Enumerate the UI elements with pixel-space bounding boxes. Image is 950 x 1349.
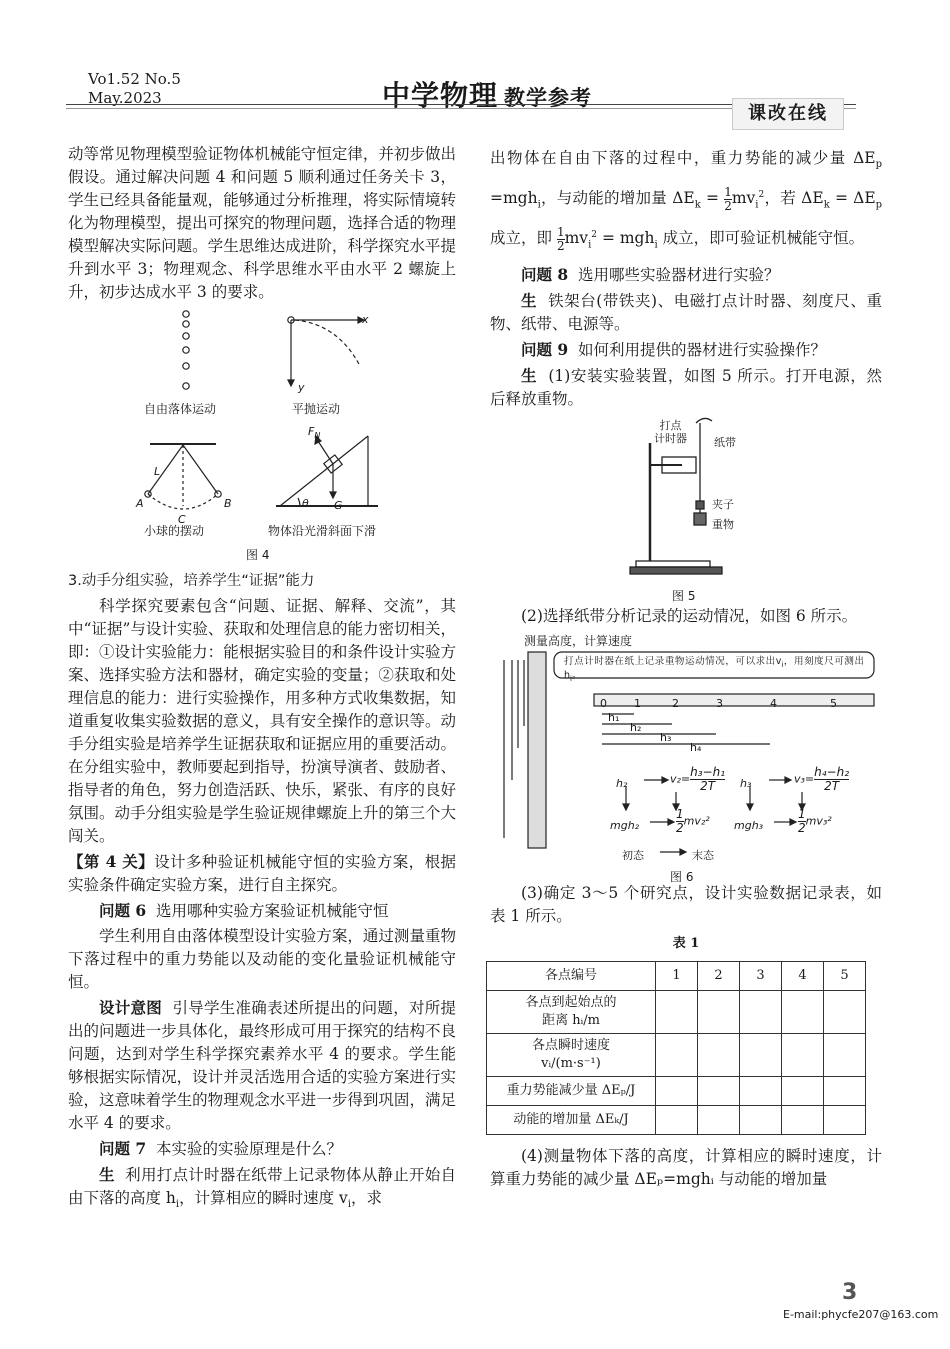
page-number: 3 (842, 1280, 858, 1305)
answer-7-text3: ，求 (351, 1189, 383, 1207)
principle-paragraph: 出物体在自由下落的过程中，重力势能的减少量 $\Delta E_p =mgh_i$，与动能的增加量 $\Delta E_k$ = $\frac{1}{2}$ $mv_i^2$，若 $\Delta E_k = \Delta E_p$ 成立，即 $\frac{1}{2}$ $mv_i^2 = mgh_i$ 成立，即可验证机械能守恒。 (490, 149, 883, 253)
answer-8-text: 铁架台(带铁夹)、电磁打点计时器、刻度尺、重物、纸带、电源等。 (490, 291, 882, 333)
row-distance (487, 990, 656, 1033)
answer-8-label: 生 (521, 290, 538, 310)
question-8-label: 问题 8 (521, 264, 569, 284)
h1-label: h₁ (608, 710, 620, 724)
question-9 (490, 338, 882, 362)
table-row (487, 990, 866, 1033)
journal-subtitle: 教学参考 (504, 85, 593, 110)
pt-0: 0 (600, 696, 607, 710)
design-intent (68, 996, 456, 1135)
v3-den: 2T (824, 778, 840, 793)
table-col: 4 (782, 961, 824, 990)
ek2-num: 1 (676, 806, 684, 821)
step-4: (4)测量物体下落的高度，计算相应的瞬时速度，计算重力势能的减少量 ΔEₚ=mghᵢ 与动能的增加量 (490, 1146, 882, 1188)
table-row (487, 961, 866, 990)
left-column (68, 143, 456, 1218)
table-header-label: 各点编号 (487, 961, 656, 990)
answer-8 (490, 289, 882, 336)
v2-label: v₂= (670, 772, 691, 786)
design-intent-text: 引导学生准确表述所提出的问题，对所提出的问题进一步具体化，最终形成可用于探究的结构不良问题，达到对学生科学探究素养水平 4 的要求。学生能够根据实际情况，设计并灵活选用合适的实验方案进行实验，这意味着学生的物理观念水平进一步得到巩固，满足水平 4 的要求。 (68, 999, 456, 1132)
figure-4-drawing (68, 308, 456, 570)
principle-h: 成立，即可验证机械能守恒。 (662, 229, 865, 248)
note-1: 打点计时器在纸上记录重物运动情况，可以求出v (564, 655, 782, 667)
volume-info (88, 70, 181, 108)
figure-5 (490, 413, 882, 605)
left-paragraph-2: 科学探究要素包含“问题、证据、解释、交流”，其中“证据”与设计实验、获取和处理信息的能力密切相关，即：①设计实验能力：能根据实验目的和条件设计实验方案、选择实验方法和器材，确定实验的变量；②获取和处理信息的能力：进行实验操作，用多种方式收集数据，知道重复收集实验数据的意义，具有安全操作的意识等。动手分组实验是培养学生证据获取和证据应用的重要活动。在分组实验中，教师要起到指导，扮演导演者、鼓励者、指导者的角色，努力创造活跃、快乐，紧张、有序的良好氛围。动手分组实验是学生验证规律螺旋上升的第三个大闯关。 (68, 597, 456, 845)
figure-6-note (564, 656, 864, 686)
sub-i3: i (588, 239, 592, 251)
sub-p1: p (875, 159, 882, 171)
note-3: 。 (571, 670, 582, 682)
principle-d: 若 ΔE (780, 189, 824, 208)
answer-7-sub: i (175, 1199, 180, 1211)
sub-p2: p (875, 199, 883, 211)
ek2-expr: mv₂² (683, 814, 710, 828)
mgh2-label: mgh₂ (610, 818, 640, 832)
pt-4: 4 (770, 696, 777, 710)
level-4 (68, 850, 456, 897)
answer-9-label: 生 (521, 365, 538, 385)
frac2-num: 1 (556, 225, 565, 239)
frac2-den: 2 (556, 239, 565, 253)
mv-2: mv (564, 229, 589, 248)
ek3-label (798, 808, 832, 835)
label-timer-2: 计时器 (654, 431, 687, 445)
issue-date: May.2023 (88, 89, 162, 107)
answer-9-text: (1)安装实验装置，如图 5 所示。打开电源，然后释放重物。 (490, 366, 882, 408)
caption-projectile: 平抛运动 (292, 402, 341, 416)
principle-b: =mgh (490, 189, 538, 208)
principle-f: 成立，即 (490, 229, 553, 248)
ek3-num: 1 (798, 806, 806, 821)
label-clip: 夹子 (712, 497, 734, 511)
table-1 (486, 961, 866, 1135)
v3-num: h₄−h₂ (814, 764, 850, 779)
label-timer (654, 419, 687, 445)
section-3-title: 3.动手分组实验，培养学生“证据”能力 (68, 573, 315, 589)
caption-pendulum: 小球的摆动 (144, 524, 205, 538)
question-9-label: 问题 9 (521, 339, 569, 359)
right-column (490, 143, 882, 1193)
half-fraction-1 (724, 186, 732, 213)
design-intent-label: 设计意图 (99, 998, 163, 1017)
pt-2: 2 (672, 696, 679, 710)
sub-k1: k (694, 199, 701, 211)
initial-state-label: 初态 (622, 848, 644, 862)
label-timer-1: 打点 (659, 418, 682, 432)
pt-1: 1 (634, 696, 641, 710)
h4-label: h₄ (690, 740, 702, 754)
h3-label: h₃ (660, 730, 672, 744)
row-velocity (487, 1033, 656, 1076)
caption-free-fall: 自由落体运动 (144, 402, 217, 416)
ek2-frac (676, 808, 684, 835)
table-col: 2 (698, 961, 740, 990)
half-fraction-2 (557, 226, 565, 253)
v3-label: v₃= (794, 772, 815, 786)
answer-9 (490, 364, 882, 411)
pt-5: 5 (830, 696, 837, 710)
label-FN-main: F (308, 425, 315, 438)
v2-num: h₃−h₁ (690, 764, 726, 779)
free-fall-diagram (183, 311, 189, 389)
note-2: ，用刻度尺可测出h (564, 655, 864, 682)
row-potential: 重力势能减少量 ΔEₚ/J (487, 1076, 656, 1105)
figure-6 (484, 630, 876, 882)
h2-label: h₂ (630, 720, 642, 734)
figure-6-title: 测量高度，计算速度 (524, 633, 633, 648)
h3-eq: h₃ (740, 776, 752, 790)
row-kinetic: 动能的增加量 ΔEₖ/J (487, 1105, 656, 1134)
v2-eq (670, 766, 725, 793)
question-6 (68, 899, 456, 923)
table-col: 5 (824, 961, 866, 990)
answer-7-label: 生 (99, 1165, 115, 1184)
answer-7-sub2: i (347, 1199, 352, 1211)
figure-4 (68, 308, 456, 570)
table-col: 1 (656, 961, 698, 990)
ek3-expr: mv₃² (805, 814, 832, 828)
h2-eq: h₂ (616, 776, 628, 790)
table-row (487, 1033, 866, 1076)
question-6-label: 问题 6 (99, 901, 147, 920)
sub-i4: i (654, 239, 658, 251)
row-distance-a: 各点到起始点的 (525, 994, 617, 1010)
label-C: C (178, 513, 186, 526)
v3-eq (794, 766, 849, 793)
label-A: A (136, 497, 144, 510)
question-8 (490, 263, 882, 287)
question-6-text: 选用哪种实验方案验证机械能守恒 (156, 902, 389, 920)
question-7-label: 问题 7 (99, 1139, 147, 1158)
sq-2: 2 (591, 230, 597, 241)
label-G: G (334, 499, 343, 512)
question-9-text: 如何利用提供的器材进行实验操作？ (578, 340, 827, 359)
row-distance-b: 距离 hᵢ/m (542, 1012, 600, 1028)
row-velocity-a: 各点瞬时速度 (531, 1037, 610, 1053)
incline-diagram (276, 436, 378, 506)
sq-1: 2 (758, 190, 765, 201)
table-row (487, 1076, 866, 1105)
principle-e: ΔE (853, 189, 876, 208)
table-row (487, 1105, 866, 1134)
question-7 (68, 1137, 456, 1161)
email: E-mail:phycfe207@163.com (783, 1308, 939, 1321)
pt-3: 3 (716, 696, 723, 710)
label-L: L (154, 465, 161, 478)
mv-1: mv (731, 189, 756, 208)
note-sub-i2: i (570, 675, 572, 684)
figure-4-caption: 图 4 (246, 548, 270, 562)
v2-frac (690, 766, 725, 793)
final-state-label: 末态 (692, 848, 714, 862)
column-tag: 课改在线 (732, 98, 844, 130)
left-paragraph-1: 动等常见物理模型验证物体机械能守恒定律，并初步做出假设。通过解决问题 4 和问题 5 顺利通过任务关卡 3，学生已经具备能量观，能够通过分析推理，将实际情境转化为物理模型，提出可探究的物理问题，选择合适的物理模型解决实际问题。学生思维达成进阶，科学探究水平提升到水平 3；物理观念、科学思维水平由水平 2 螺旋上升，初步达成水平 3 的要求。 (68, 145, 456, 301)
ek2-label (676, 808, 710, 835)
volume: Vo1.52 No.5 (88, 70, 181, 88)
step-2: (2)选择纸带分析记录的运动情况，如图 6 所示。 (521, 606, 858, 625)
level-4-tag: 【第 4 关】 (68, 852, 155, 871)
label-y: y (298, 381, 305, 394)
ek3-frac (798, 808, 806, 835)
table-1-title: 表 1 (672, 935, 700, 951)
ek3-den: 2 (798, 820, 806, 835)
sub-i2: i (755, 199, 759, 211)
label-B: B (224, 497, 232, 510)
answer-7-text: 利用打点计时器在纸带上记录物体从静止开始自由下落的高度 h (68, 1166, 456, 1207)
label-FN (308, 420, 320, 447)
question-7-text: 本实验的实验原理是什么？ (156, 1140, 343, 1158)
step-3: (3)确定 3～5 个研究点，设计实验数据记录表，如表 1 所示。 (490, 883, 882, 925)
row-velocity-b: vᵢ/(m·s⁻¹) (541, 1055, 601, 1071)
figure-5-caption: 图 5 (672, 588, 696, 603)
label-theta: θ (302, 497, 309, 510)
table-col: 3 (740, 961, 782, 990)
v2-den: 2T (700, 778, 716, 793)
label-weight: 重物 (712, 517, 734, 531)
label-FN-sub: N (314, 431, 321, 441)
answer-7-text2: ，计算相应的瞬时速度 v (179, 1189, 348, 1207)
journal-name: 中学物理 (382, 79, 499, 112)
caption-incline: 物体沿光滑斜面下滑 (268, 524, 377, 538)
label-tape: 纸带 (714, 435, 736, 449)
frac1-num: 1 (724, 184, 732, 199)
level-4-text: 设计多种验证机械能守恒的实验方案，根据实验条件确定实验方案，进行自主探究。 (68, 853, 456, 894)
note-sub-i: i (781, 660, 784, 669)
label-x: x (362, 313, 369, 326)
principle-c: ，与动能的增加量 ΔE (540, 189, 695, 208)
figure-6-caption: 图 6 (670, 869, 694, 884)
question-8-text: 选用哪些实验器材进行实验？ (578, 265, 780, 284)
frac1-den: 2 (724, 198, 732, 213)
v3-frac (814, 766, 849, 793)
mgh3-label: mgh₃ (734, 818, 764, 832)
ek2-den: 2 (676, 820, 684, 835)
left-paragraph-3: 学生利用自由落体模型设计实验方案，通过测量重物下落过程中的重力势能以及动能的变化量验证机械能守恒。 (68, 927, 456, 991)
principle-g: = mgh (601, 229, 655, 248)
sub-k2: k (823, 199, 830, 211)
sub-i1: i (537, 199, 541, 211)
principle-a: 出物体在自由下落的过程中，重力势能的减少量 ΔE (490, 149, 876, 167)
answer-7 (68, 1163, 456, 1216)
